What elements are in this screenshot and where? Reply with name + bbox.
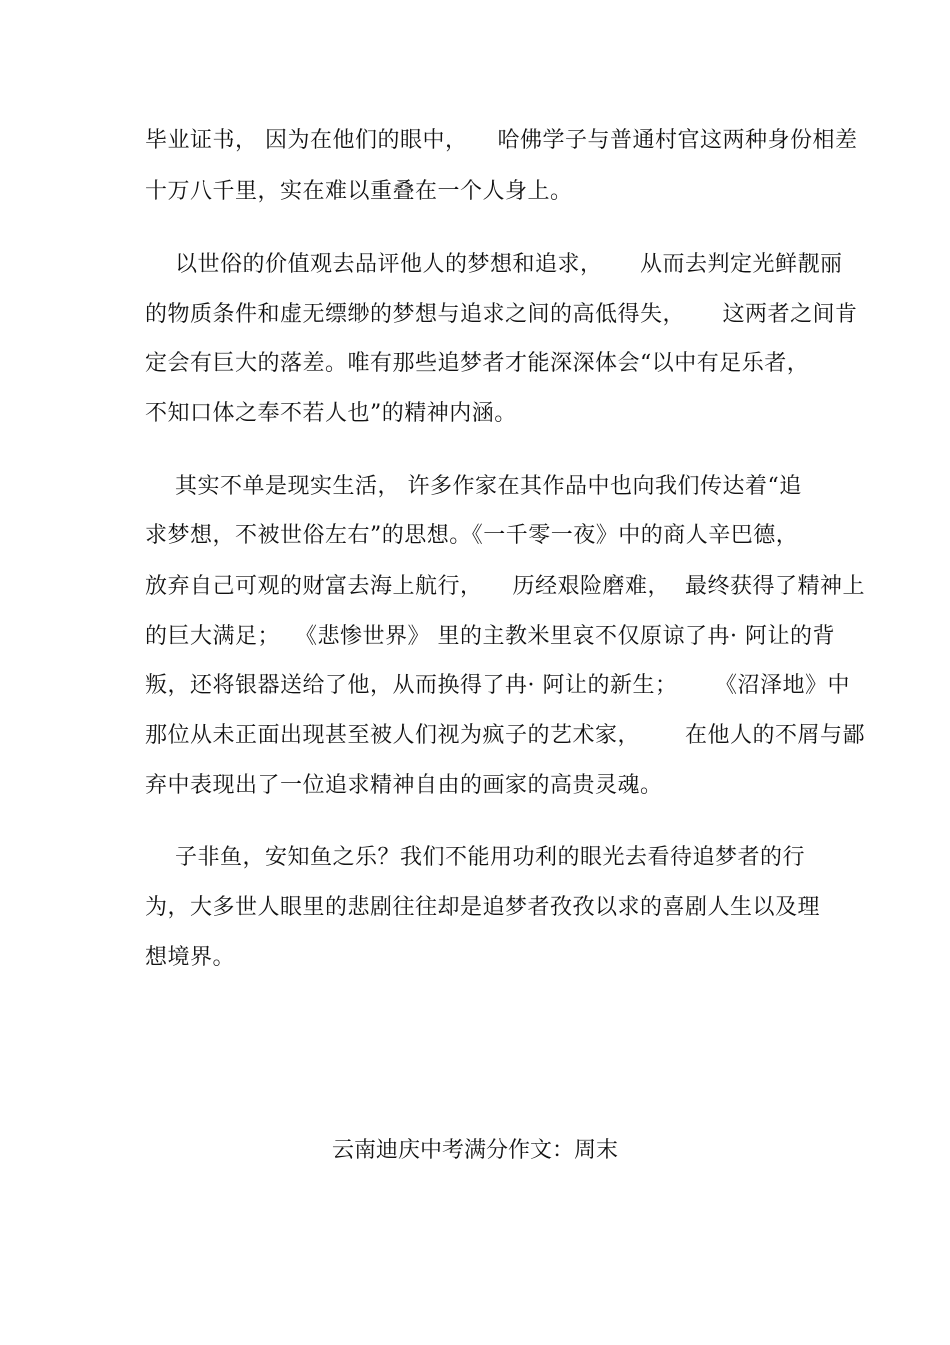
paragraph-2-line-3: 定会有巨大的落差。唯有那些追梦者才能深深体会“以中有足乐者， [145,351,810,376]
paragraph-2-line-1: 以世俗的价值观去品评他人的梦想和追求， 从而去判定光鲜靓丽 [145,252,843,277]
paragraph-1-line-2: 十万八千里，实在难以重叠在一个人身上。 [145,179,573,204]
paragraph-4-line-2: 为，大多世人眼里的悲剧往往却是追梦者孜孜以求的喜剧人生以及理 [145,895,821,920]
paragraph-3-line-5: 叛，还将银器送给了他，从而换得了冉· 阿让的新生； 《沼泽地》中 [145,673,850,698]
next-essay-title: 云南迪庆中考满分作文：周末 [331,1138,618,1163]
paragraph-3-line-3: 放弃自己可观的财富去海上航行， 历经艰险磨难， 最终获得了精神上 [145,574,865,599]
paragraph-3-line-2: 求梦想，不被世俗左右”的思想。《一千零一夜》中的商人辛巴德， [145,523,799,548]
paragraph-3-line-7: 弃中表现出了一位追求精神自由的画家的高贵灵魂。 [145,773,663,798]
paragraph-2-line-4: 不知口体之奉不若人也”的精神内涵。 [145,401,517,426]
paragraph-4-line-1: 子非鱼，安知鱼之乐？我们不能用功利的眼光去看待追梦者的行 [145,845,805,870]
paragraph-3-line-4: 的巨大满足； 《悲惨世界》 里的主教米里哀不仅原谅了冉· 阿让的背 [145,624,835,649]
paragraph-4-line-3: 想境界。 [145,945,236,970]
paragraph-3-line-6: 那位从未正面出现甚至被人们视为疯子的艺术家， 在他人的不屑与鄙 [145,723,865,748]
paragraph-3-line-1: 其实不单是现实生活， 许多作家在其作品中也向我们传达着“追 [145,474,802,499]
paragraph-1-line-1: 毕业证书， 因为在他们的眼中， 哈佛学子与普通村官这两种身份相差 [145,128,858,153]
paragraph-2-line-2: 的物质条件和虚无缥缈的梦想与追求之间的高低得失， 这两者之间肯 [145,302,858,327]
